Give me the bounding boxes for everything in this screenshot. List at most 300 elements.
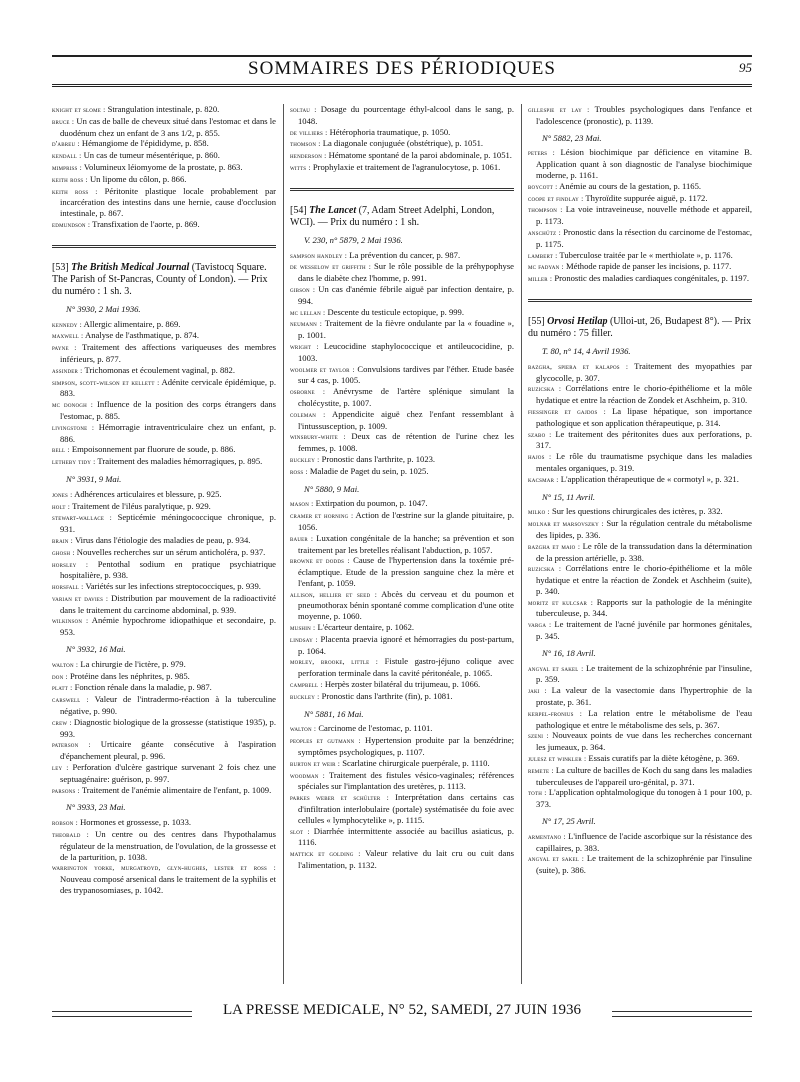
entry-title: Le traitement de la schizophrénie par l'insuline, p. 359. bbox=[536, 662, 752, 685]
entry-author: robson : bbox=[52, 818, 78, 828]
journal-info: (Ulloi-ut, 26, Budapest 8°). — Prix du numéro : 75 filler. bbox=[528, 315, 752, 339]
entry-title: La valeur de la vasectomie dans l'hypertrophie de la prostate, p. 361. bbox=[536, 685, 752, 708]
entry-title: Valeur de l'intradermo-réaction à la tuberculine négative, p. 990. bbox=[60, 694, 276, 717]
list-item bbox=[528, 193, 752, 205]
issue-heading: N° 3933, 23 Mai. bbox=[66, 802, 126, 813]
entry-author: lindsay : bbox=[290, 634, 318, 644]
entry-title: Action de l'œstrine sur la glande pituitaire, p. 1056. bbox=[298, 510, 514, 532]
entry-author: cramer et horning : bbox=[290, 511, 354, 521]
entry-title: Traitement des affections variqueuses des membres inférieurs, p. 877. bbox=[60, 342, 276, 364]
entry-author: kerpel-fronius : bbox=[528, 708, 583, 718]
entry-author: bell : bbox=[52, 445, 70, 455]
entry-author: carswell : bbox=[52, 695, 89, 705]
entry-author: browne et dodds : bbox=[290, 556, 350, 566]
entry-author: assinder : bbox=[52, 365, 83, 375]
journal-name: The Lancet bbox=[309, 204, 357, 216]
list-item bbox=[52, 422, 276, 445]
entry-title: Allergic alimentaire, p. 869. bbox=[83, 318, 181, 329]
entry-title: Analyse de l'asthmatique, p. 874. bbox=[85, 330, 200, 341]
entry-author: horsley : bbox=[52, 559, 89, 569]
entry-author: hajos : bbox=[528, 452, 552, 462]
entry-title: Hypertension produite par la benzédrine; symptômes psychologiques, p. 1107. bbox=[298, 735, 514, 758]
entry-title: Diarrhée intermittente associée au bacillus asiaticus, p. 1116. bbox=[298, 825, 514, 848]
list-item bbox=[52, 581, 276, 593]
list-item bbox=[52, 862, 276, 895]
entry-author: bauer : bbox=[290, 533, 314, 543]
entry-author: theobald : bbox=[52, 830, 89, 840]
list-item bbox=[290, 261, 514, 284]
entry-list bbox=[528, 831, 752, 876]
entry-title: Péritonite plastique locale probablement par incarcération des intestins dans une hernie, cause d'occlusion intestinale, p. 867. bbox=[60, 185, 276, 219]
entry-title: Maladie de Paget du sein, p. 1025. bbox=[309, 465, 429, 476]
list-item bbox=[52, 547, 276, 559]
entry-title: Luxation congénitale de la hanche; sa prévention et son traitement par les bretelles réalisant l'abduction, p. 1057. bbox=[298, 532, 514, 555]
entry-title: Traitement des fistules vésico-vaginales; références spéciales sur l'implantation des uretères, p. 1113. bbox=[298, 769, 514, 792]
list-item bbox=[52, 186, 276, 219]
entry-title: Anémie hypochrome idiopathique et secondaire, p. 953. bbox=[60, 615, 276, 638]
list-item bbox=[290, 127, 514, 139]
entry-author: livingstone : bbox=[52, 422, 95, 432]
list-item bbox=[528, 406, 752, 429]
entry-title: L'application thérapeutique de « cormotyl », p. 321. bbox=[560, 473, 739, 484]
entry-title: Anévrysme de l'artère splénique simulant la cholécystite, p. 1007. bbox=[298, 386, 514, 408]
list-item bbox=[52, 829, 276, 862]
entry-title: Placenta praevia ignoré et hémorragies du post-partum, p. 1064. bbox=[298, 633, 514, 656]
entry-author: de villiers : bbox=[290, 127, 328, 137]
entry-title: Pronostic dans la résection du carcinome de l'estomac, p. 1175. bbox=[536, 226, 752, 249]
list-item bbox=[52, 785, 276, 797]
entry-title: Hémangiome de l'épididyme, p. 858. bbox=[81, 138, 209, 149]
entry-author: mc fadyan : bbox=[528, 262, 564, 272]
list-item bbox=[528, 597, 752, 620]
list-item bbox=[290, 341, 514, 364]
entry-title: Pentothal sodium en pratique psychiatrique hospitalière, p. 938. bbox=[60, 558, 276, 581]
list-item bbox=[290, 409, 514, 432]
journal-heading bbox=[290, 205, 514, 229]
footer-text: LA PRESSE MEDICALE, N° 52, SAMEDI, 27 JUIN 1936 bbox=[222, 1002, 582, 1018]
entry-title: Fonction rénale dans la maladie, p. 987. bbox=[74, 682, 212, 693]
entry-title: Pronostic des maladies cardiaques congénitales, p. 1197. bbox=[554, 273, 750, 284]
entry-title: Traitement de l'iléus paralytique, p. 929. bbox=[72, 500, 211, 511]
journal-info: (Tavistocq Square. The Parish of St-Pancras, County of London). — Prix du numéro : 1 sh. 3. bbox=[52, 261, 268, 297]
entry-author: coleman : bbox=[290, 409, 326, 419]
entry-list bbox=[528, 361, 752, 486]
entry-title: Volumineux léiomyome de la prostate, p. 863. bbox=[83, 161, 243, 172]
entry-title: Transfixation de l'aorte, p. 869. bbox=[92, 218, 200, 229]
entry-list bbox=[52, 104, 276, 231]
entry-author: woolmer et taylor : bbox=[290, 364, 355, 374]
list-item bbox=[52, 659, 276, 671]
entry-title: Rapports sur la pathologie de la méningite tuberculeuse, p. 344. bbox=[536, 596, 752, 619]
list-item bbox=[52, 342, 276, 365]
entry-author: coope et findlay : bbox=[528, 193, 584, 203]
issue-heading: N° 5881, 16 Mai. bbox=[304, 708, 364, 719]
page-title: SOMMAIRES DES PÉRIODIQUES bbox=[248, 58, 556, 79]
entry-title: Le rôle de la transsudation dans la détermination de la pression artérielle, p. 338. bbox=[536, 540, 752, 563]
entry-title: Traitement des maladies hémorragiques, p. 895. bbox=[97, 456, 263, 467]
entry-title: Perforation d'ulcère gastrique survenant 2 fois chez une septuagénaire: guérison, p. 997. bbox=[60, 762, 276, 784]
entry-author: kendall : bbox=[52, 151, 82, 161]
entry-author: holt : bbox=[52, 501, 71, 511]
list-item bbox=[290, 848, 514, 871]
entry-title: Hématome spontané de la paroi abdominale, p. 1051. bbox=[328, 150, 512, 161]
entry-title: Essais curatifs par la diète kétogène, p. 369. bbox=[588, 753, 740, 764]
entry-title: Dosage du pourcentage éthyl-alcool dans le sang, p. 1048. bbox=[298, 104, 514, 126]
journal-number: [55] bbox=[528, 315, 545, 327]
list-item bbox=[52, 456, 276, 468]
entry-title: Nouveau composé arsenical dans le traitement de la syphilis et des trypanosomiases, p. 1042. bbox=[60, 874, 276, 896]
list-item bbox=[528, 787, 752, 810]
entry-author: remete : bbox=[528, 765, 554, 775]
column-3 bbox=[528, 104, 752, 994]
list-item bbox=[290, 758, 514, 770]
list-item bbox=[52, 219, 276, 231]
entry-title: Pronostic dans l'arthrite, p. 1023. bbox=[321, 453, 436, 464]
entry-title: Cause de l'hypertension dans la toxémie pré-éclamptique. Etude de la pression sanguine chez la mère et l'enfant, p. 1059. bbox=[298, 555, 514, 588]
entry-title: Empoisonnement par fluorure de soude, p. 886. bbox=[71, 444, 236, 455]
section-separator bbox=[528, 299, 752, 302]
list-item bbox=[528, 181, 752, 193]
entry-author: d'abreu : bbox=[52, 139, 80, 149]
entry-title: Valeur relative du lait cru ou cuit dans l'alimentation, p. 1132. bbox=[298, 848, 514, 871]
entry-list bbox=[52, 489, 276, 638]
entry-list bbox=[528, 147, 752, 285]
journal-name: Orvosi Hetilap bbox=[547, 315, 608, 327]
list-item bbox=[528, 474, 752, 486]
entry-author: walton : bbox=[290, 724, 317, 734]
list-item bbox=[290, 679, 514, 691]
list-item bbox=[528, 518, 752, 541]
list-item bbox=[290, 162, 514, 174]
entry-title: Influence de la position des corps étrangers dans l'estomac, p. 885. bbox=[60, 399, 276, 421]
entry-author: ross : bbox=[290, 466, 308, 476]
entry-author: buckley : bbox=[290, 454, 320, 464]
list-item bbox=[528, 227, 752, 250]
entry-author: thomson : bbox=[290, 139, 321, 149]
entry-title: Thyroïdite suppurée aiguë, p. 1172. bbox=[585, 192, 708, 203]
entry-title: Deux cas de rétention de l'urine chez les femmes, p. 1008. bbox=[298, 431, 514, 454]
list-item bbox=[528, 563, 752, 596]
entry-title: Hétérophoria traumatique, p. 1050. bbox=[329, 126, 451, 137]
list-item bbox=[290, 284, 514, 307]
list-item bbox=[290, 104, 514, 127]
list-item bbox=[290, 634, 514, 657]
entry-author: neumann : bbox=[290, 319, 323, 329]
entry-author: fiessinger et gajdos : bbox=[528, 406, 606, 416]
entry-author: jones : bbox=[52, 489, 73, 499]
entry-author: miller : bbox=[528, 274, 553, 284]
entry-author: julesz et winkler : bbox=[528, 754, 587, 764]
entry-author: payne : bbox=[52, 343, 77, 353]
entry-author: thompson : bbox=[528, 205, 563, 215]
list-item bbox=[52, 535, 276, 547]
entry-list bbox=[52, 659, 276, 797]
journal-heading bbox=[52, 262, 276, 298]
list-item bbox=[528, 361, 752, 384]
entry-author: maxwell : bbox=[52, 331, 84, 341]
entry-title: Le traitement de l'acné juvénile par hormones génitales, p. 345. bbox=[536, 619, 752, 642]
entry-author: varian et davies : bbox=[52, 593, 109, 603]
list-item bbox=[528, 619, 752, 642]
list-item bbox=[52, 174, 276, 186]
entry-author: milko : bbox=[528, 507, 550, 517]
entry-author: paterson : bbox=[52, 740, 91, 750]
entry-author: keith ross : bbox=[52, 174, 88, 184]
issue-heading: N° 15, 11 Avril. bbox=[542, 491, 596, 502]
entry-author: osborne : bbox=[290, 387, 326, 397]
list-item bbox=[52, 739, 276, 762]
entry-author: brain : bbox=[52, 535, 73, 545]
header-rule-top bbox=[52, 55, 752, 57]
list-item bbox=[290, 138, 514, 150]
list-item bbox=[52, 444, 276, 456]
list-item bbox=[528, 451, 752, 474]
list-item bbox=[290, 150, 514, 162]
entry-title: Corrélations entre le chorio-épithéliome et la môle hydatique et entre la réaction de Zondek et Aschheim (suite), p. 340. bbox=[536, 563, 752, 596]
list-item bbox=[528, 147, 752, 180]
entry-author: szabo : bbox=[528, 429, 552, 439]
entry-title: Nouvelles recherches sur un sérum anticholéra, p. 937. bbox=[76, 546, 266, 557]
journal-number: [53] bbox=[52, 261, 69, 273]
entry-title: Pronostic dans l'arthrite (fin), p. 1081. bbox=[321, 690, 453, 701]
entry-author: jaki : bbox=[528, 686, 547, 696]
list-item bbox=[528, 273, 752, 285]
list-item bbox=[290, 622, 514, 634]
entry-author: mc lellan : bbox=[290, 307, 326, 317]
entry-title: Le rôle du traumatisme psychique dans les maladies mentales organiques, p. 319. bbox=[536, 451, 752, 473]
entry-title: La diagonale conjuguée (obstétrique), p. 1051. bbox=[322, 138, 484, 149]
entry-author: platt : bbox=[52, 683, 73, 693]
entry-author: lambert : bbox=[528, 250, 558, 260]
list-item bbox=[290, 555, 514, 588]
entry-list bbox=[290, 723, 514, 870]
list-item bbox=[52, 489, 276, 501]
entry-author: campbell : bbox=[290, 680, 323, 690]
list-item bbox=[528, 541, 752, 564]
entry-title: L'écarteur dentaire, p. 1062. bbox=[317, 622, 415, 633]
list-item bbox=[52, 559, 276, 582]
list-item bbox=[290, 691, 514, 703]
entry-title: L'application ophtalmologique du tonogen à 1 pour 100, p. 373. bbox=[536, 787, 752, 810]
page-header bbox=[52, 50, 752, 90]
entry-author: stewart-wallace : bbox=[52, 513, 112, 523]
list-item bbox=[528, 429, 752, 452]
entry-author: simpson, scott-wilson et kellett : bbox=[52, 377, 160, 387]
entry-author: burton et weir : bbox=[290, 758, 341, 768]
section-separator bbox=[290, 188, 514, 191]
entry-author: crew : bbox=[52, 717, 72, 727]
list-item bbox=[290, 770, 514, 793]
list-item bbox=[528, 204, 752, 227]
entry-title: Nouveaux points de vue dans les recherches concernant les jumeaux, p. 364. bbox=[536, 730, 752, 753]
entry-title: Sur la régulation centrale du métabolisme des lipides, p. 336. bbox=[536, 518, 752, 540]
entry-title: Sur les questions chirurgicales des ictères, p. 332. bbox=[551, 506, 723, 517]
entry-author: bazgha et maio : bbox=[528, 541, 581, 551]
entry-list bbox=[528, 104, 752, 127]
entry-title: La voie intraveineuse, nouvelle méthode et appareil, p. 1173. bbox=[536, 204, 752, 227]
entry-list bbox=[528, 663, 752, 810]
list-item bbox=[528, 250, 752, 262]
list-item bbox=[290, 250, 514, 262]
entry-list bbox=[528, 506, 752, 642]
entry-author: ghosh : bbox=[52, 547, 75, 557]
list-item bbox=[290, 431, 514, 454]
list-item bbox=[52, 319, 276, 331]
entry-author: sampson handley : bbox=[290, 250, 348, 260]
list-item bbox=[528, 765, 752, 788]
entry-title: Urticaire géante consécutive à l'aspiration d'épanchement pleural, p. 996. bbox=[60, 739, 276, 762]
list-item bbox=[52, 162, 276, 174]
entry-author: mason : bbox=[290, 499, 314, 509]
entry-title: Adénite cervicale épidémique, p. 883. bbox=[60, 376, 276, 399]
entry-title: Hémorragie intraventriculaire chez un enfant, p. 886. bbox=[60, 421, 276, 444]
list-item bbox=[52, 150, 276, 162]
entry-author: de wesselow et griffith : bbox=[290, 262, 372, 272]
journal-heading bbox=[528, 316, 752, 340]
entry-title: Leucocidine staphylococcique et antileucocidine, p. 1003. bbox=[298, 340, 514, 363]
issue-heading: V. 230, n° 5879, 2 Mai 1936. bbox=[304, 234, 403, 245]
entry-title: Un cas de tumeur mésentérique, p. 860. bbox=[83, 150, 220, 161]
entry-author: wilkinson : bbox=[52, 616, 89, 626]
column-divider bbox=[521, 104, 522, 984]
list-item bbox=[52, 593, 276, 616]
entry-author: ley : bbox=[52, 763, 69, 773]
entry-author: gillespie et lay : bbox=[528, 105, 590, 114]
entry-title: La prévention du cancer, p. 987. bbox=[349, 249, 461, 260]
list-item bbox=[52, 399, 276, 422]
entry-author: walton : bbox=[52, 659, 79, 669]
entry-author: woodman : bbox=[290, 770, 325, 780]
entry-title: Strangulation intestinale, p. 820. bbox=[107, 104, 220, 114]
entry-author: parkes weber et schülter : bbox=[290, 793, 389, 803]
entry-title: Sur le rôle possible de la préhypophyse dans le diabète chez l'homme, p. 991. bbox=[298, 261, 514, 284]
issue-heading: N° 5880, 9 Mai. bbox=[304, 483, 360, 494]
list-item bbox=[52, 512, 276, 535]
entry-title: L'influence de l'acide ascorbique sur la résistance des capillaires, p. 383. bbox=[536, 830, 752, 853]
entry-author: parsons : bbox=[52, 785, 80, 795]
entry-title: Traitement des myopathies par glycocolle, p. 307. bbox=[536, 360, 752, 383]
list-item bbox=[52, 377, 276, 400]
entry-title: Le traitement de la schizophrénie par l'insuline (suite), p. 386. bbox=[536, 853, 752, 876]
list-item bbox=[290, 307, 514, 319]
entry-title: Corrélations entre le chorio-épithéliome et la môle hydatique et entre la réaction de Zondek et Aschheim, p. 310. bbox=[536, 383, 752, 406]
entry-list bbox=[52, 319, 276, 468]
list-item bbox=[290, 723, 514, 735]
entry-title: Fistule gastro-jéjuno colique avec perforation terminale dans la cavité péritonéale, p. 1065. bbox=[298, 656, 514, 679]
entry-title: Anémie au cours de la gestation, p. 1165. bbox=[559, 180, 702, 191]
entry-title: Lésion biochimique par déficience en vitamine B. Application quant à son diagnostic de l'analyse biochimique moderne, p. 1161. bbox=[536, 147, 752, 180]
list-item bbox=[290, 589, 514, 622]
entry-author: slot : bbox=[290, 826, 310, 836]
entry-author: mattick et golding : bbox=[290, 849, 361, 859]
list-item bbox=[52, 104, 276, 116]
issue-heading: N° 16, 18 Avril. bbox=[542, 647, 596, 658]
entry-title: Adhérences articulaires et blessure, p. 925. bbox=[74, 488, 222, 499]
entry-title: Un centre ou des centres dans l'hypothalamus régulateur de la menstruation, de l'ovulation, de la grossesse et de la parturition, p. 1038. bbox=[60, 829, 276, 862]
list-item bbox=[528, 831, 752, 854]
list-item bbox=[52, 365, 276, 377]
list-item bbox=[528, 506, 752, 518]
entry-author: mc donogh : bbox=[52, 400, 94, 410]
entry-title: Diagnostic biologique de la grossesse (statistique 1935), p. 993. bbox=[60, 716, 276, 739]
footer-rule bbox=[612, 1011, 752, 1017]
list-item bbox=[528, 708, 752, 731]
entry-title: Virus dans l'étiologie des maladies de peau, p. 934. bbox=[74, 534, 251, 545]
entry-title: Un cas d'anémie fébrile aiguë par infection dentaire, p. 994. bbox=[298, 283, 514, 306]
header-rule-bottom bbox=[52, 84, 752, 87]
list-item bbox=[528, 663, 752, 686]
list-item bbox=[290, 533, 514, 556]
entry-title: La lipase hépatique, son importance pathologique et son application thérapeutique, p. 314. bbox=[536, 405, 752, 428]
entry-author: keith ross : bbox=[52, 186, 98, 196]
list-item bbox=[290, 454, 514, 466]
entry-title: Tuberculose traitée par le « merthiolate », p. 1176. bbox=[559, 249, 733, 260]
entry-author: varga : bbox=[528, 620, 552, 630]
entry-title: Appendicite aiguë chez l'enfant ressemblant à l'intussusception, p. 1009. bbox=[298, 408, 514, 431]
issue-heading: T. 80, n° 14, 4 Avril 1936. bbox=[542, 345, 631, 356]
issue-heading: N° 17, 25 Avril. bbox=[542, 816, 596, 827]
entry-author: horsfall : bbox=[52, 582, 84, 592]
entry-title: Septicémie méningococcique chronique, p. 931. bbox=[60, 512, 276, 535]
entry-title: Convulsions tardives par l'éther. Etude basée sur 4 cas, p. 1005. bbox=[298, 363, 514, 386]
issue-heading: N° 3932, 16 Mai. bbox=[66, 644, 126, 655]
entry-author: mushin : bbox=[290, 623, 316, 633]
entry-author: mimpriss : bbox=[52, 162, 82, 172]
issue-heading: N° 3930, 2 Mai 1936. bbox=[66, 303, 141, 314]
list-item bbox=[290, 510, 514, 533]
entry-author: bazgha, spiera et kalapos : bbox=[528, 361, 629, 371]
list-item bbox=[52, 501, 276, 513]
list-item bbox=[528, 104, 752, 127]
entry-title: Traitement de la fièvre ondulante par la « fouadine », p. 1001. bbox=[298, 318, 514, 341]
footer-rule bbox=[52, 1011, 192, 1017]
entry-title: Interprétation dans certains cas d'infiltration interlobulaire (portale) systématisée du foie avec cellules « lymphocytelike », p. 1115. bbox=[298, 792, 514, 825]
list-item bbox=[528, 383, 752, 406]
entry-title: Abcès du cerveau et du poumon et pneumothorax bénin spontané comme complication d'une otite moyenne, p. 1060. bbox=[298, 588, 514, 622]
entry-author: bruce : bbox=[52, 116, 75, 126]
entry-title: Variétés sur les infections streptococciques, p. 939. bbox=[85, 581, 261, 592]
entry-author: henderson : bbox=[290, 151, 327, 161]
list-item bbox=[52, 138, 276, 150]
list-item bbox=[528, 853, 752, 876]
list-item bbox=[528, 753, 752, 765]
entry-title: Hormones et grossesse, p. 1033. bbox=[80, 817, 192, 828]
list-item bbox=[290, 826, 514, 849]
entry-author: molnar et marsovszky : bbox=[528, 519, 604, 529]
entry-author: buckley : bbox=[290, 691, 320, 701]
issue-heading: N° 5882, 23 Mai. bbox=[542, 132, 602, 143]
entry-author: morley, brooke, little : bbox=[290, 657, 379, 667]
list-item bbox=[52, 817, 276, 829]
entry-title: Le traitement des péritonites dues aux perforations, p. 317. bbox=[536, 428, 752, 451]
entry-title: Troubles psychologiques dans l'enfance et l'adolescence (pronostic), p. 1139. bbox=[536, 104, 752, 126]
list-item bbox=[290, 735, 514, 758]
entry-author: letheby tidy : bbox=[52, 457, 96, 467]
entry-title: Un cas de balle de cheveux situé dans l'estomac et dans le duodénum chez un enfant de 3 ans 1/2, p. 855. bbox=[60, 115, 276, 138]
list-item bbox=[52, 671, 276, 683]
entry-title: La chirurgie de l'ictère, p. 979. bbox=[80, 658, 186, 669]
entry-title: Prophylaxie et traitement de l'agranulocytose, p. 1061. bbox=[312, 161, 501, 172]
entry-list bbox=[290, 250, 514, 478]
entry-title: La relation entre le métabolisme de l'eau pathologique et entre le métabolisme des sels, p. 367. bbox=[536, 707, 752, 730]
entry-author: witts : bbox=[290, 162, 311, 172]
journal-name: The British Medical Journal bbox=[71, 261, 190, 273]
list-item bbox=[52, 116, 276, 139]
entry-author: peters : bbox=[528, 148, 555, 158]
journal-number: [54] bbox=[290, 204, 307, 216]
entry-author: knight et slome : bbox=[52, 105, 106, 114]
entry-author: angyal et sakel : bbox=[528, 854, 585, 864]
